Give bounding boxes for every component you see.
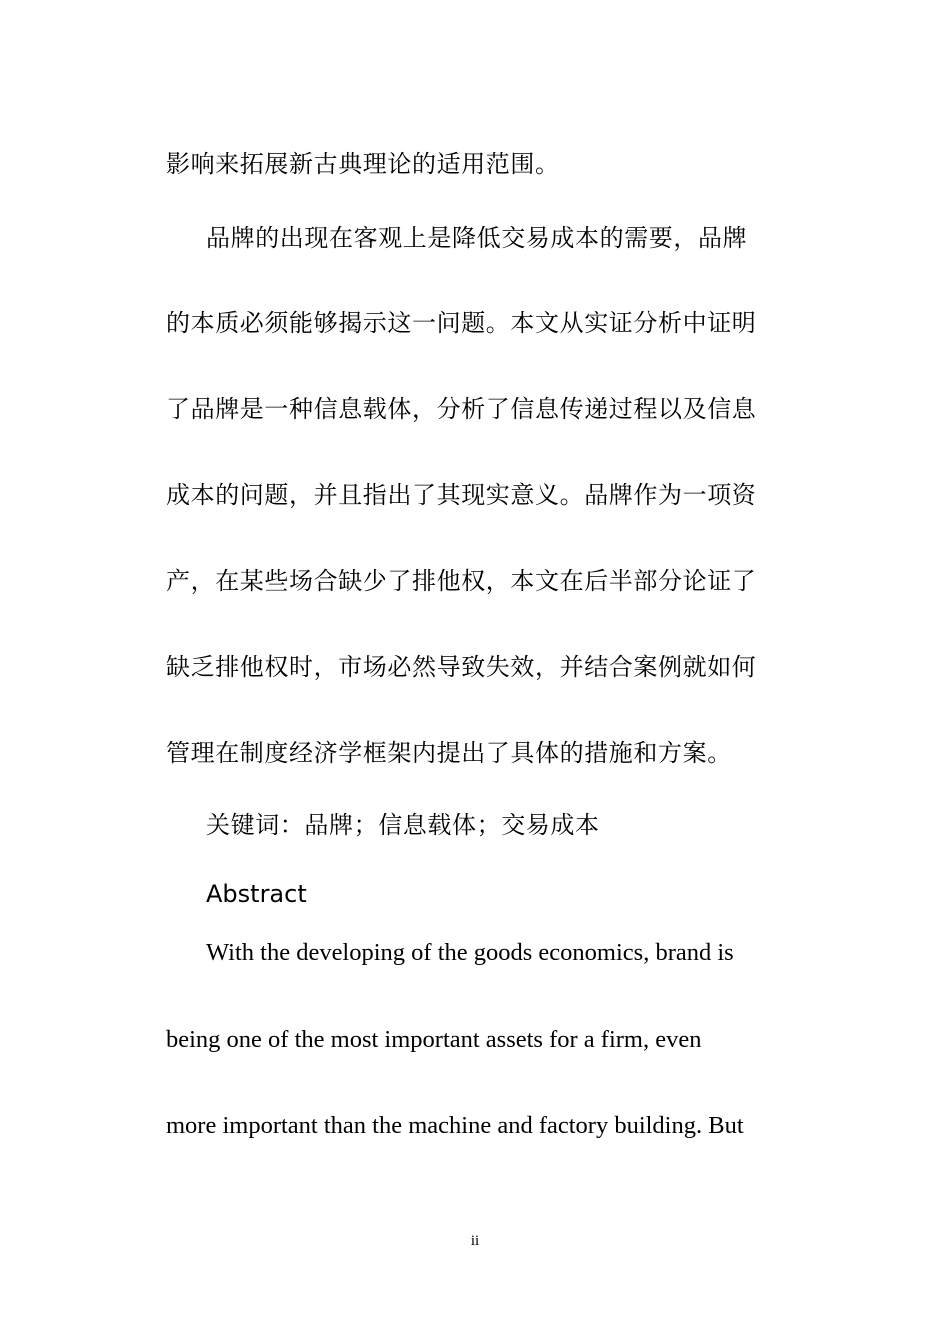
- body-text-line: 产，在某些场合缺少了排他权，本文在后半部分论证了: [166, 567, 757, 595]
- body-text-line: 的本质必须能够揭示这一问题。本文从实证分析中证明: [166, 309, 757, 337]
- abstract-text-line: being one of the most important assets for a firm, even: [166, 1026, 702, 1053]
- body-text-line: 影响来拓展新古典理论的适用范围。: [166, 150, 560, 178]
- page-number: ii: [470, 1233, 480, 1249]
- abstract-heading: Abstract: [206, 880, 307, 908]
- body-text-line: 管理在制度经济学框架内提出了具体的措施和方案。: [166, 739, 732, 767]
- body-text-line: 成本的问题，并且指出了其现实意义。品牌作为一项资: [166, 481, 757, 509]
- keywords-line: 关键词：品牌；信息载体；交易成本: [206, 811, 600, 839]
- body-text-line: 缺乏排他权时，市场必然导致失效，并结合案例就如何: [166, 653, 757, 681]
- abstract-text-line: With the developing of the goods economics, brand is: [206, 939, 734, 966]
- abstract-text-line: more important than the machine and factory building. But: [166, 1112, 744, 1139]
- body-text-line: 品牌的出现在客观上是降低交易成本的需要，品牌: [206, 224, 748, 252]
- body-text-line: 了品牌是一种信息载体，分析了信息传递过程以及信息: [166, 395, 757, 423]
